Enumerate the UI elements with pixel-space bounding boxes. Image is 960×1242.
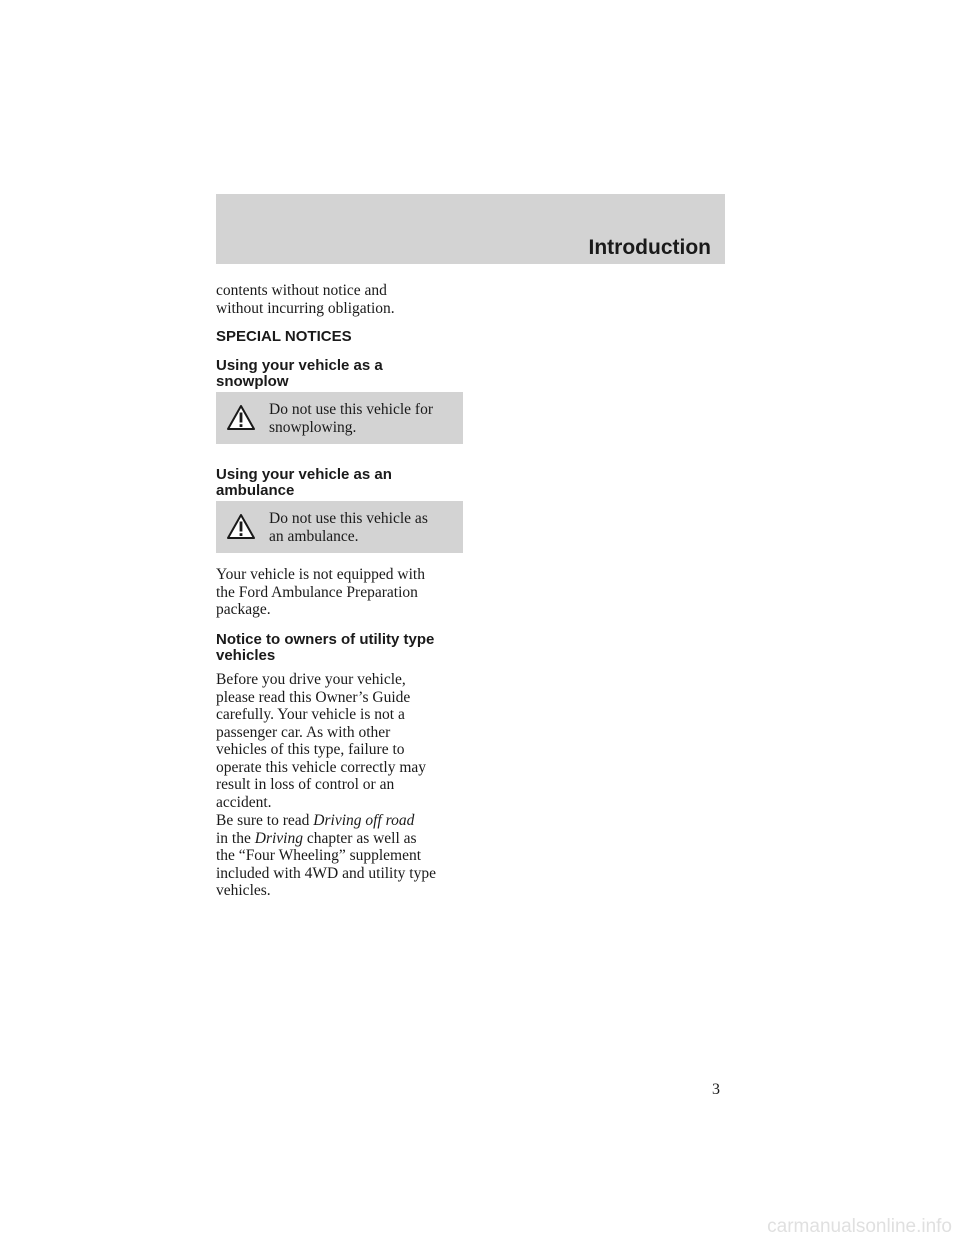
utility-p1-line-2: please read this Owner’s Guide bbox=[216, 688, 411, 706]
utility-p2-line-3: the “Four Wheeling” supplement bbox=[216, 847, 422, 864]
warning-triangle-icon bbox=[226, 404, 256, 431]
ambulance-body-line-1: Your vehicle is not equipped with bbox=[216, 566, 425, 583]
utility-p1-line-8: accident. bbox=[216, 793, 272, 811]
utility-p1-line-1: Before you drive your vehicle, bbox=[216, 671, 406, 688]
special-notices-heading: SPECIAL NOTICES bbox=[216, 328, 352, 345]
snowplow-heading-line-1: Using your vehicle as a bbox=[216, 357, 383, 374]
ambulance-warning-line-1: Do not use this vehicle as bbox=[269, 510, 428, 527]
snowplow-heading-line-2: snowplow bbox=[216, 373, 289, 390]
snowplow-warning-text bbox=[269, 401, 459, 436]
snowplow-warning-box bbox=[216, 392, 463, 444]
section-title: Introduction bbox=[588, 236, 711, 259]
utility-p2-line-4: included with 4WD and utility type bbox=[216, 864, 436, 882]
ambulance-heading-line-2: ambulance bbox=[216, 482, 295, 499]
utility-p2-line-1-prefix: Be sure to read bbox=[216, 812, 314, 829]
snowplow-warning-line-1: Do not use this vehicle for bbox=[269, 401, 434, 418]
ambulance-heading-line-1: Using your vehicle as an bbox=[216, 466, 392, 483]
utility-heading-line-2: vehicles bbox=[216, 647, 276, 664]
utility-p1-line-7: result in loss of control or an bbox=[216, 776, 395, 793]
ambulance-body-line-3: package. bbox=[216, 601, 271, 618]
utility-p2-line-2-prefix: in the bbox=[216, 829, 255, 847]
utility-heading bbox=[216, 632, 466, 664]
header-band bbox=[216, 194, 725, 264]
utility-p1-line-3: carefully. Your vehicle is not a bbox=[216, 706, 405, 723]
ambulance-warning-box bbox=[216, 501, 463, 553]
utility-p2-line-5: vehicles. bbox=[216, 882, 271, 899]
ambulance-body bbox=[216, 566, 466, 619]
intro-line-2: without incurring obligation. bbox=[216, 299, 395, 317]
utility-paragraph-1 bbox=[216, 671, 466, 811]
warning-triangle-icon bbox=[226, 513, 256, 540]
utility-p1-line-6: operate this vehicle correctly may bbox=[216, 758, 427, 776]
ambulance-warning-line-2: an ambulance. bbox=[269, 527, 359, 545]
driving-off-road-reference: Driving off road bbox=[313, 812, 415, 829]
utility-p1-line-5: vehicles of this type, failure to bbox=[216, 741, 405, 758]
intro-line-1: contents without notice and bbox=[216, 282, 387, 299]
driving-chapter-reference: Driving bbox=[254, 829, 303, 847]
watermark: carmanualsonline.info bbox=[767, 1216, 952, 1237]
page-number: 3 bbox=[712, 1081, 720, 1098]
utility-p2-line-2-suffix: chapter as well as bbox=[302, 829, 417, 847]
utility-heading-line-1: Notice to owners of utility type bbox=[216, 631, 435, 648]
intro-continuation bbox=[216, 282, 466, 317]
snowplow-heading bbox=[216, 358, 466, 390]
ambulance-heading bbox=[216, 467, 466, 499]
utility-paragraph-2 bbox=[216, 812, 466, 900]
ambulance-warning-text bbox=[269, 510, 459, 545]
utility-p1-line-4: passenger car. As with other bbox=[216, 723, 391, 741]
ambulance-body-line-2: the Ford Ambulance Preparation bbox=[216, 583, 418, 601]
snowplow-warning-line-2: snowplowing. bbox=[269, 418, 357, 436]
